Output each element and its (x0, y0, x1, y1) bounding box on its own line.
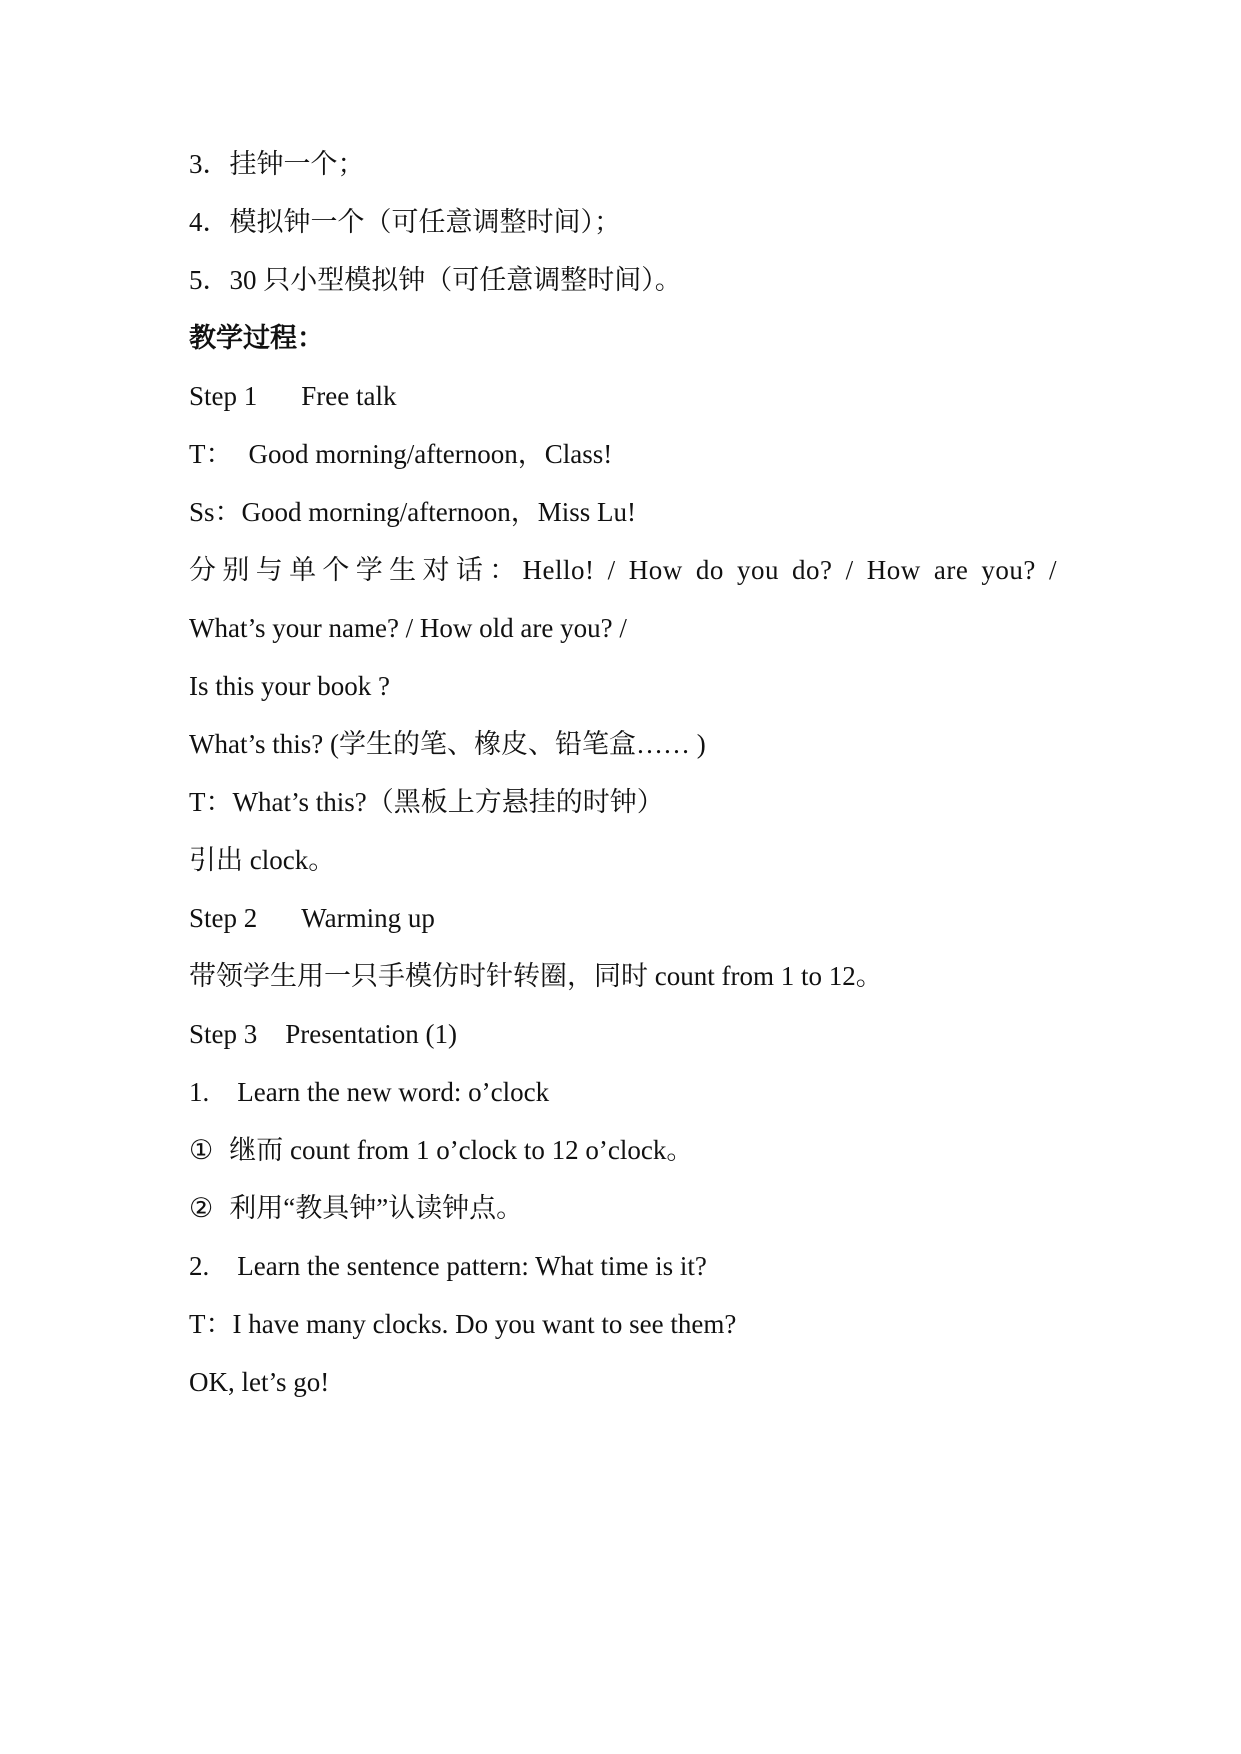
item-2 (189, 1249, 707, 1283)
teacher-greeting-speaker: T： (189, 439, 233, 469)
item-1-text: Learn the new word: o’clock (237, 1077, 550, 1107)
step-3-label: Step 3 (189, 1019, 258, 1049)
sub-item-1-marker: ① (189, 1135, 214, 1165)
warmup-line: 带领学生用一只手模仿时针转圈，同时 count from 1 to 12。 (189, 961, 883, 991)
sub-item-2-text: 利用“教具钟”认读钟点。 (229, 1193, 524, 1223)
teacher-greeting (189, 437, 612, 471)
material-item-4: 4．模拟钟一个（可任意调整时间）； (189, 207, 621, 237)
this-question-line: What’s this? (学生的笔、橡皮、铅笔盒…… ) (189, 729, 706, 759)
ok-line: OK, let’s go! (189, 1367, 330, 1397)
sub-item-1 (189, 1133, 693, 1167)
teacher-greeting-text: Good morning/afternoon，Class! (248, 439, 613, 469)
step-2-heading (189, 901, 435, 935)
material-item-5: 5．30 只小型模拟钟（可任意调整时间）。 (189, 265, 682, 295)
item-1 (189, 1075, 549, 1109)
step-1-label: Step 1 (189, 381, 258, 411)
step-3-heading (189, 1017, 457, 1051)
step-1-heading (189, 379, 396, 413)
section-heading: 教学过程： (189, 323, 324, 353)
item-2-number: 2. (189, 1251, 210, 1281)
sub-item-1-text: 继而 count from 1 o’clock to 12 o’clock。 (229, 1135, 694, 1165)
students-greeting: Ss：Good morning/afternoon，Miss Lu! (189, 497, 636, 527)
step-3-title: Presentation (1) (285, 1019, 457, 1049)
dialogue-line: 分别与单个学生对话：Hello! / How do you do? / How are you? / (189, 555, 1057, 585)
introduce-clock-line: 引出 clock。 (189, 845, 336, 875)
step-2-title: Warming up (301, 903, 435, 933)
book-question-line: Is this your book ? (189, 671, 390, 701)
sub-item-2 (189, 1191, 523, 1225)
step-1-title: Free talk (301, 381, 397, 411)
teacher-clock-question: T：What’s this?（黑板上方悬挂的时钟） (189, 787, 664, 817)
material-item-3: 3．挂钟一个； (189, 149, 365, 179)
step-2-label: Step 2 (189, 903, 258, 933)
item-1-number: 1. (189, 1077, 210, 1107)
teacher-clocks-line: T：I have many clocks. Do you want to see them? (189, 1309, 737, 1339)
item-2-text: Learn the sentence pattern: What time is it? (237, 1251, 707, 1281)
name-question-line: What’s your name? / How old are you? / (189, 613, 627, 643)
sub-item-2-marker: ② (189, 1193, 214, 1223)
